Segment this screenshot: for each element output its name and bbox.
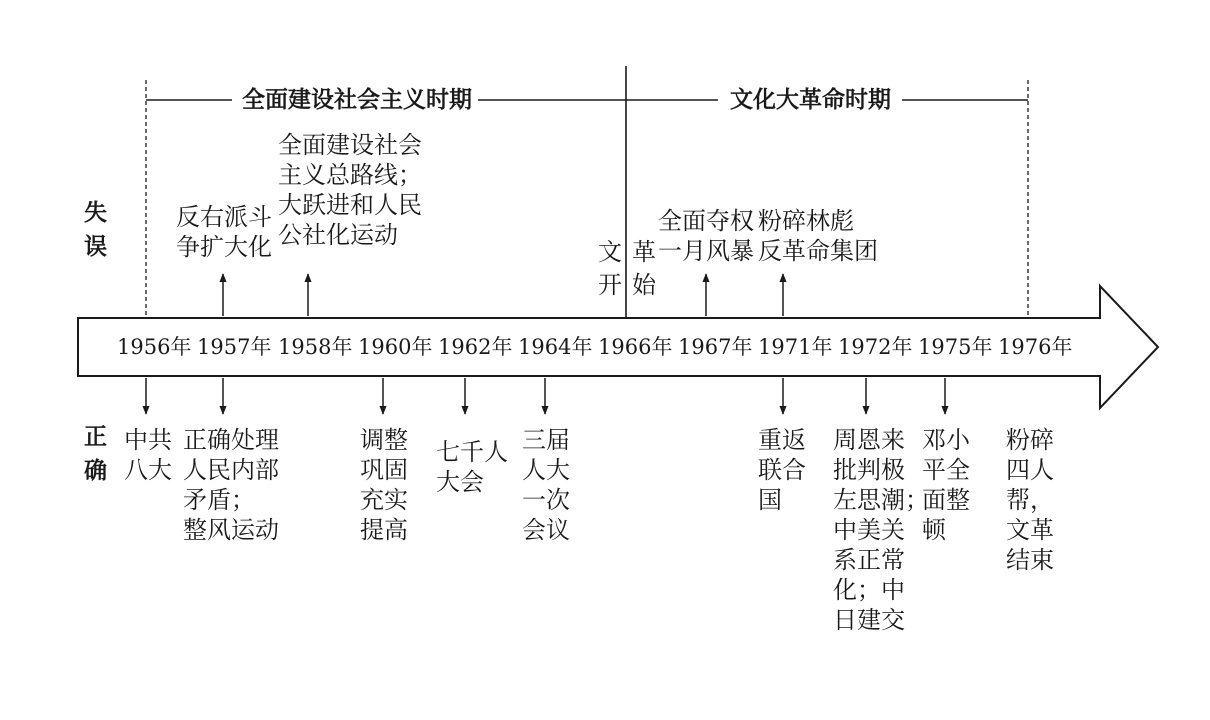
period-title-cultural-revolution: 文化大革命时期 bbox=[724, 86, 897, 114]
side-label-correct: 正 确 bbox=[84, 424, 107, 484]
year-label-1967: 1967年 bbox=[678, 335, 753, 359]
correct-deng-rectify: 邓小 平全 面整 顿 bbox=[922, 426, 970, 544]
correct-third-npc: 三届 人大 一次 会议 bbox=[522, 426, 570, 544]
mistake-lin-biao: 粉碎林彪 反革命集团 bbox=[758, 207, 878, 265]
correct-zhou-enlai: 周恩来 批判极 左思潮； 中美关 系正常 化；中 日建交 bbox=[833, 426, 929, 634]
year-label-1962: 1962年 bbox=[438, 335, 513, 359]
year-label-1971: 1971年 bbox=[758, 335, 833, 359]
year-label-1956: 1956年 bbox=[117, 335, 192, 359]
correct-seven-thousand: 七千人 大会 bbox=[436, 438, 508, 496]
year-label-1972: 1972年 bbox=[838, 335, 913, 359]
year-label-1958: 1958年 bbox=[278, 335, 353, 359]
mistake-general-line: 全面建设社会 主义总路线； 大跃进和人民 公社化运动 bbox=[278, 131, 422, 249]
year-label-1960: 1960年 bbox=[358, 335, 433, 359]
mistake-wenge-start-b: 革 始 bbox=[632, 238, 656, 299]
year-label-1964: 1964年 bbox=[518, 335, 593, 359]
mistake-january-storm: 全面夺权 一月风暴 bbox=[658, 207, 754, 265]
correct-contradictions: 正确处理 人民内部 矛盾； 整风运动 bbox=[183, 426, 279, 544]
correct-un-return: 重返 联合 国 bbox=[758, 426, 806, 514]
period-title-construction: 全面建设社会主义时期 bbox=[236, 86, 478, 114]
side-label-mistake: 失 误 bbox=[84, 200, 107, 260]
year-label-1975: 1975年 bbox=[918, 335, 993, 359]
year-label-1966: 1966年 bbox=[598, 335, 673, 359]
mistake-anti-rightist: 反右派斗 争扩大化 bbox=[176, 203, 272, 261]
mistake-wenge-start-a: 文 开 bbox=[598, 238, 622, 299]
correct-adjustment: 调整 巩固 充实 提高 bbox=[360, 426, 408, 544]
correct-eighth-congress: 中共 八大 bbox=[124, 426, 172, 484]
year-label-1976: 1976年 bbox=[998, 335, 1073, 359]
year-label-1957: 1957年 bbox=[197, 335, 272, 359]
correct-gang-of-four: 粉碎 四人 帮， 文革 结束 bbox=[1006, 426, 1054, 574]
